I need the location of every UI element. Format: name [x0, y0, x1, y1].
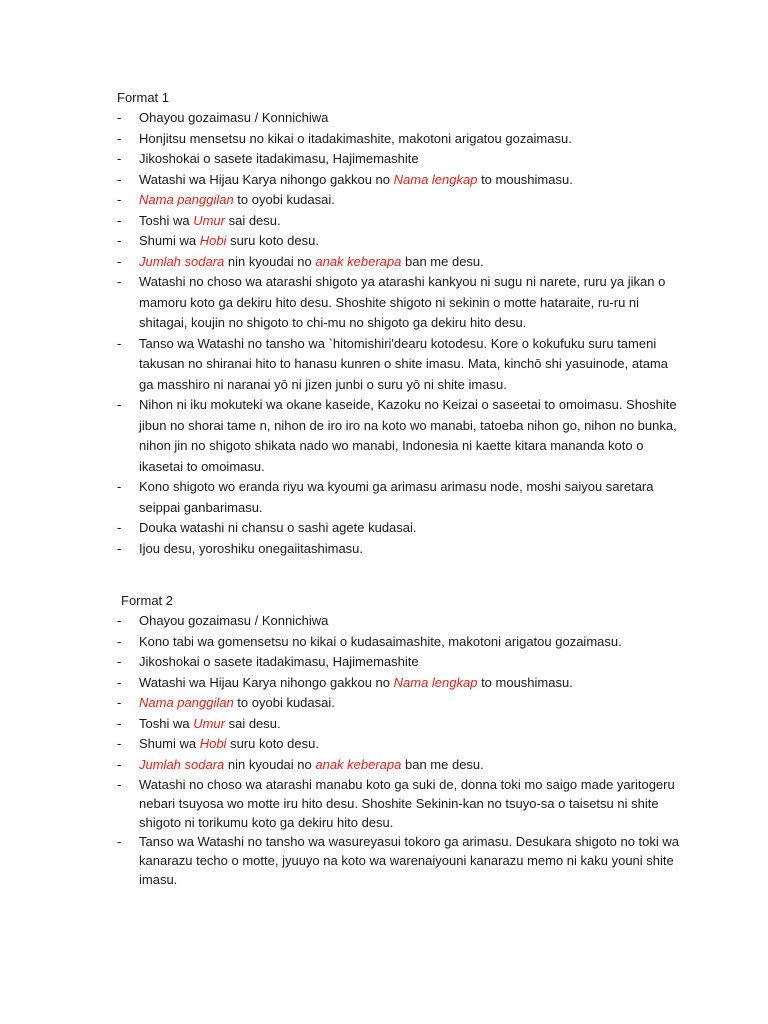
item-text: Watashi no choso wa atarashi shigoto ya atarashi kankyou ni sugu ni narete, ruru ya jikan o mamoru koto ga dekiru hito desu. Shoshite shigoto ni sekinin o motte hataraite, ru-ru ni shitagai, koujin no shigoto to chi-mu no shigoto ga dekiru hito desu.: [139, 274, 666, 330]
bullet-dash: -: [117, 335, 122, 351]
item-text: Kono tabi wa gomensetsu no kikai o kudasaimashite, makotoni arigatou gozaimasu.: [139, 633, 622, 649]
placeholder-text: Hobi: [199, 736, 227, 751]
bullet-dash: -: [117, 633, 122, 649]
item-text: Jikoshokai o sasete itadakimasu, Hajimemashite: [139, 151, 419, 166]
item-text: Watashi no choso wa atarashi manabu koto ga suki de, donna toki mo saigo made yaritogeru nebari tsuyosa wo motte iru hito desu. Shoshite Sekinin-kan no tsuyo-sa o taisetsu ni shite shigoto ni torikumu koto ga dekiru hito desu.: [139, 777, 675, 830]
placeholder-text: anak keberapa: [315, 756, 402, 772]
item-text: nin kyoudai no: [224, 756, 316, 772]
placeholder-text: Jumlah sodara: [139, 756, 225, 772]
item-text: ban me desu.: [401, 253, 484, 269]
item-list: [117, 611, 681, 889]
list-item: [117, 170, 677, 191]
placeholder-text: Umur: [193, 212, 225, 228]
bullet-dash: -: [117, 520, 122, 535]
item-text: sai desu.: [224, 212, 281, 228]
bullet-dash: -: [117, 253, 122, 269]
list-item: [117, 477, 677, 518]
list-item: [117, 108, 677, 129]
bullet-dash: -: [117, 654, 122, 669]
placeholder-text: Nama panggilan: [139, 695, 234, 710]
item-text: Honjitsu mensetsu no kikai o itadakimashite, makotoni arigatou gozaimasu.: [139, 130, 572, 146]
item-text: Shumi wa: [139, 736, 200, 751]
list-item: [117, 539, 677, 560]
list-item: [117, 832, 681, 889]
item-text: Shumi wa: [139, 233, 200, 248]
list-item: [117, 252, 677, 273]
list-item: [117, 673, 681, 694]
list-item: [117, 693, 681, 714]
bullet-dash: -: [117, 192, 122, 207]
list-item: [117, 632, 681, 653]
bullet-dash: -: [117, 695, 122, 710]
bullet-dash: -: [117, 397, 122, 412]
item-text: nin kyoudai no: [224, 253, 316, 269]
bullet-dash: -: [117, 274, 122, 289]
bullet-dash: -: [117, 756, 122, 772]
list-item: [117, 734, 681, 755]
list-item: [117, 775, 681, 832]
list-item: [117, 190, 677, 211]
item-text: to moushimasu.: [477, 171, 573, 187]
item-text: Tanso wa Watashi no tansho wa `hitomishiri'dearu kotodesu. Kore o kokufuku suru tameni takusan no shiranai hito to hanasu kunren o shite imasu. Mata, kinchō shi yasuinode, atama ga masshiro ni naranai yō ni jizen junbi o suru yō ni shite imasu.: [139, 335, 668, 392]
section-heading: Format 2: [121, 593, 174, 608]
bullet-dash: -: [117, 171, 122, 187]
item-text: Watashi wa Hijau Karya nihongo gakkou no: [139, 674, 394, 690]
item-text: Tanso wa Watashi no tansho wa wasureyasui tokoro ga arimasu. Desukara shigoto no toki wa kanarazu techo o motte, jyuuyo na koto wa warenaiyouni kanarazu memo ni kaku youni shite imasu.: [139, 834, 680, 887]
list-item: [117, 231, 677, 252]
list-item: [117, 714, 681, 735]
format-2-section: [117, 591, 681, 889]
list-item: [117, 755, 681, 776]
bullet-dash: -: [117, 479, 122, 494]
placeholder-text: anak keberapa: [315, 253, 402, 269]
item-text: to oyobi kudasai.: [233, 695, 335, 710]
item-text: Nihon ni iku mokuteki wa okane kaseide, Kazoku no Keizai o saseetai to omoimasu. Shoshite jibun no shorai tame n, nihon de iro iro na koto wo manabi, tatoeba nihon go, nihon no bunka, nihon jin no shigoto shikata nado wo manabi, Indonesia ni kaette kitara mananda koto o ikasetai to omoimasu.: [139, 397, 677, 474]
bullet-dash: -: [117, 777, 122, 792]
item-text: to oyobi kudasai.: [233, 192, 335, 207]
item-text: Watashi wa Hijau Karya nihongo gakkou no: [139, 171, 394, 187]
item-text: sai desu.: [224, 715, 281, 731]
list-item: [117, 129, 677, 150]
format-1-section: [117, 88, 677, 559]
item-text: Toshi wa: [139, 212, 194, 228]
item-text: Jikoshokai o sasete itadakimasu, Hajimemashite: [139, 654, 419, 669]
bullet-dash: -: [117, 715, 122, 731]
bullet-dash: -: [117, 674, 122, 690]
list-item: [117, 334, 677, 396]
item-text: Ohayou gozaimasu / Konnichiwa: [139, 110, 329, 125]
list-item: [117, 652, 681, 673]
section-heading: Format 1: [117, 90, 170, 105]
item-list: [117, 108, 677, 559]
item-text: to moushimasu.: [477, 674, 573, 690]
list-item: [117, 518, 677, 539]
item-text: Kono shigoto wo eranda riyu wa kyoumi ga arimasu arimasu node, moshi saiyou saretara seippai ganbarimasu.: [139, 479, 654, 515]
bullet-dash: -: [117, 130, 122, 146]
list-item: [117, 272, 677, 334]
item-text: suru koto desu.: [226, 233, 319, 248]
list-item: [117, 211, 677, 232]
placeholder-text: Nama lengkap: [393, 171, 478, 187]
list-item: [117, 611, 681, 632]
placeholder-text: Jumlah sodara: [139, 253, 225, 269]
item-text: Toshi wa: [139, 715, 194, 731]
bullet-dash: -: [117, 834, 122, 849]
item-text: suru koto desu.: [226, 736, 319, 751]
item-text: ban me desu.: [401, 756, 484, 772]
placeholder-text: Umur: [193, 715, 225, 731]
bullet-dash: -: [117, 736, 122, 751]
bullet-dash: -: [117, 233, 122, 248]
item-text: Douka watashi ni chansu o sashi agete kudasai.: [139, 520, 417, 535]
bullet-dash: -: [117, 110, 122, 125]
bullet-dash: -: [117, 212, 122, 228]
placeholder-text: Hobi: [199, 233, 227, 248]
list-item: [117, 395, 677, 477]
item-text: Ohayou gozaimasu / Konnichiwa: [139, 613, 329, 628]
list-item: [117, 149, 677, 170]
bullet-dash: -: [117, 613, 122, 628]
placeholder-text: Nama panggilan: [139, 192, 234, 207]
placeholder-text: Nama lengkap: [393, 674, 478, 690]
item-text: Ijou desu, yoroshiku onegaiitashimasu.: [139, 540, 364, 556]
bullet-dash: -: [117, 151, 122, 166]
bullet-dash: -: [117, 540, 122, 556]
